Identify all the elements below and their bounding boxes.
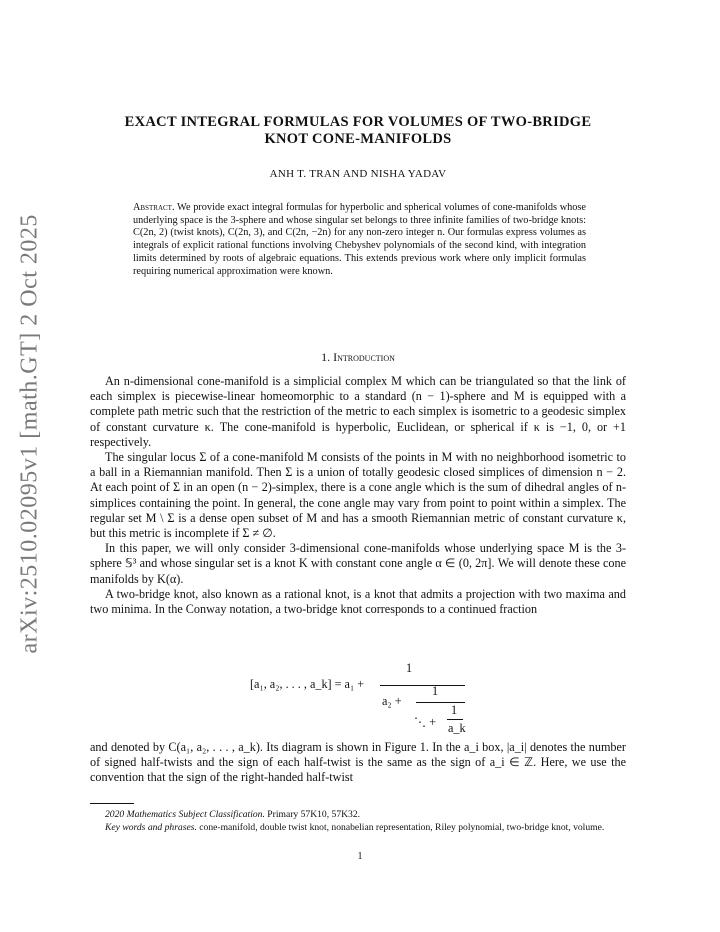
section-number: 1. [321,350,331,364]
section-title: Introduction [333,350,395,364]
cf-ak: a_k [448,721,466,735]
cf-fraction-bar-1 [380,685,465,686]
paper-title [90,114,626,148]
cf-numerator-3: 1 [451,703,458,717]
paragraph-3: In this paper, we will only consider 3-dimensional cone-manifolds whose underlying space M is the 3-sphere 𝕊³ and whose singular set is a knot K with constant cone angle α ∈ (0, 2π]. We will denote these cone manifolds by K(α). [90,541,626,586]
cf-numerator-1: 1 [406,661,413,675]
footnote-rule [90,803,134,804]
abstract [133,202,586,278]
footnote-msc-text: Primary 57K10, 57K32. [267,809,361,820]
paragraph-5: and denoted by C(a₁, a₂, . . . , a_k). Its diagram is shown in Figure 1. In the a_i box, |a_i| denotes the number of signed half-twists and the sign of each half-twist is the same as the sign of a_i ∈ ℤ. Here, we use the convention that the sign of the right-handed half-twist [90,740,626,785]
cf-fraction-bar-3 [447,719,463,720]
cf-numerator-2: 1 [432,684,439,698]
footnote-keywords-text: cone-manifold, double twist knot, nonabelian representation, Riley polynomial, two-bridge knot, volume. [199,821,605,833]
section-heading [90,350,626,365]
title-line-2: KNOT CONE-MANIFOLDS [264,131,452,147]
abstract-heading: Abstract. [133,202,175,213]
paragraph-2: The singular locus Σ of a cone-manifold M consists of the points in M with no neighborhood isometric to a ball in a Riemannian manifold. Then Σ is a union of totally geodesic closed simplices of dimension n − 2. At each point of Σ in an open (n − 2)-simplex, there is a cone angle which is the sum of dihedral angles of n-simplices containing the point. In general, the cone angle may vary from point to point within a simplex. The regular set M \ Σ is a dense open subset of M and has a smooth Riemannian metric of constant curvature κ, but this metric is incomplete if Σ ≠ ∅. [90,450,626,541]
title-line-1: EXACT INTEGRAL FORMULAS FOR VOLUMES OF TWO-BRIDGE [124,114,592,130]
authors: ANH T. TRAN AND NISHA YADAV [269,168,447,180]
arxiv-identifier: arXiv:2510.02095v1 [math.GT] 2 Oct 2025 [16,214,43,654]
cf-lhs: [a₁, a₂, . . . , a_k] = a₁ + [250,677,365,691]
cf-dots: ⋱ + [414,715,437,729]
paragraph-1: An n-dimensional cone-manifold is a simplicial complex M which can be triangulated so that the link of each simplex is piecewise-linear homeomorphic to a standard (n − 1)-sphere and M is equipped with a complete path metric such that the restriction of the metric to each simplex is isometric to a geodesic simplex of constant curvature κ. The cone-manifold is hyperbolic, Euclidean, or spherical if κ is −1, 0, or +1 respectively. [90,374,626,449]
paragraph-4: A two-bridge knot, also known as a rational knot, is a knot that admits a projection with two maxima and two minima. In the Conway notation, a two-bridge knot corresponds to a continued fraction [90,586,626,617]
footnote-msc-label: 2020 Mathematics Subject Classification. [105,809,265,820]
abstract-text: We provide exact integral formulas for hyperbolic and spherical volumes of cone-manifolds whose underlying space is the 3-sphere and whose singular set belongs to three infinite families of two-bridge knots: C(2n, 2) (twist knots), C(2n, 3), and C(2n, −2n) for any non-zero integer n. Our formulas express volumes as integrals of explicit rational functions involving Chebyshev polynomials of the second kind, with integration limits determined by roots of algebraic equations. This extends previous work where only implicit formulas requiring numerical approximation were known. [133,202,586,277]
body-text-bottom [90,740,626,786]
footnote-keywords-label: Key words and phrases. [105,821,197,833]
body-text-top [90,374,626,617]
cf-fraction-bar-2 [416,702,465,703]
cf-a2: a₂ + [382,694,402,708]
footnotes [90,809,626,834]
page-number: 1 [357,851,363,862]
footnote-msc [90,809,626,822]
footnote-keywords [90,822,626,835]
